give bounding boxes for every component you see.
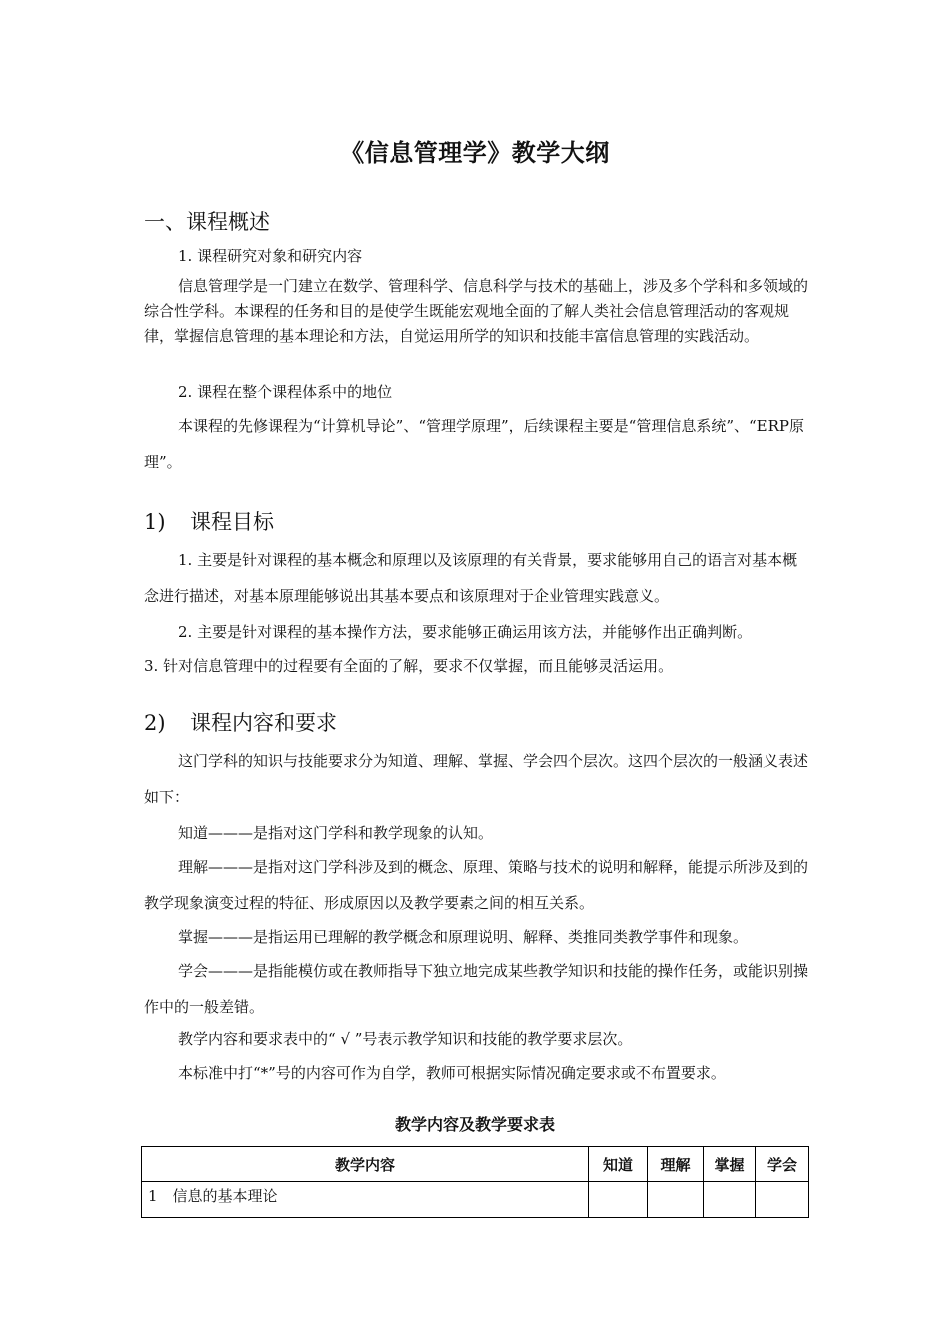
- section-title: 课程目标: [190, 510, 274, 534]
- subheading-course-position: 2. 课程在整个课程体系中的地位: [178, 383, 393, 401]
- table-cell-content: 1 信息的基本理论: [142, 1182, 589, 1218]
- header-understand: 理解: [648, 1147, 704, 1182]
- requirements-table: [141, 1146, 809, 1218]
- paragraph-level-understand: 理解———是指对这门学科涉及到的概念、原理、策略与技术的说明和解释，能提示所涉及到的教学现象演变过程的特征、形成原因以及教学要素之间的相互关系。: [144, 858, 809, 912]
- paragraph-level-learn: 学会———是指能模仿或在教师指导下独立地完成某些教学知识和技能的操作任务，或能识别操作中的一般差错。: [144, 962, 809, 1016]
- section-heading-objectives: [144, 508, 274, 536]
- paragraph-asterisk-note: 本标准中打“*”号的内容可作为自学，教师可根据实际情况确定要求或不布置要求。: [178, 1064, 726, 1082]
- paragraph-checkmark-note: 教学内容和要求表中的“ √ ”号表示教学知识和技能的教学要求层次。: [178, 1030, 633, 1048]
- section-heading-content: [144, 709, 337, 737]
- paragraph-objective-2: 2. 主要是针对课程的基本操作方法，要求能够正确运用该方法，并能够作出正确判断。: [178, 623, 753, 641]
- document-title: 《信息管理学》教学大纲: [340, 138, 610, 167]
- table-cell-understand: [648, 1182, 704, 1218]
- section-number: 1): [144, 510, 166, 534]
- paragraph-course-position: 本课程的先修课程为“计算机导论”、“管理学原理”，后续课程主要是“管理信息系统”、“ERP原理”。: [144, 417, 805, 471]
- paragraph-levels-intro: 这门学科的知识与技能要求分为知道、理解、掌握、学会四个层次。这四个层次的一般涵义表述如下：: [144, 752, 809, 806]
- paragraph-objective-1: 1. 主要是针对课程的基本概念和原理以及该原理的有关背景，要求能够用自己的语言对基本概念进行描述，对基本原理能够说出其基本要点和该原理对于企业管理实践意义。: [144, 551, 798, 605]
- table-cell-know: [589, 1182, 648, 1218]
- paragraph-level-know: 知道———是指对这门学科和教学现象的认知。: [178, 824, 494, 842]
- header-know: 知道: [589, 1147, 648, 1182]
- section-heading-overview: 一、课程概述: [144, 210, 270, 234]
- section-number: 2): [144, 711, 166, 735]
- paragraph-objective-3: 3. 针对信息管理中的过程要有全面的了解，要求不仅掌握，而且能够灵活运用。: [144, 657, 674, 675]
- header-content: 教学内容: [142, 1147, 589, 1182]
- subheading-research-object: 1. 课程研究对象和研究内容: [178, 247, 363, 265]
- table-caption: 教学内容及教学要求表: [394, 1115, 555, 1134]
- header-master: 掌握: [704, 1147, 756, 1182]
- section-title: 课程内容和要求: [190, 711, 337, 735]
- paragraph-course-intro: 信息管理学是一门建立在数学、管理科学、信息科学与技术的基础上，涉及多个学科和多领域的综合性学科。本课程的任务和目的是使学生既能宏观地全面的了解人类社会信息管理活动的客观规律，掌握信息管理的基本理论和方法，自觉运用所学的知识和技能丰富信息管理的实践活动。: [144, 277, 809, 345]
- table-cell-learn: [756, 1182, 809, 1218]
- table-header-row: [142, 1147, 809, 1182]
- paragraph-level-master: 掌握———是指运用已理解的教学概念和原理说明、解释、类推同类教学事件和现象。: [178, 928, 749, 946]
- table-cell-master: [704, 1182, 756, 1218]
- header-learn: 学会: [756, 1147, 809, 1182]
- table-row: [142, 1182, 809, 1218]
